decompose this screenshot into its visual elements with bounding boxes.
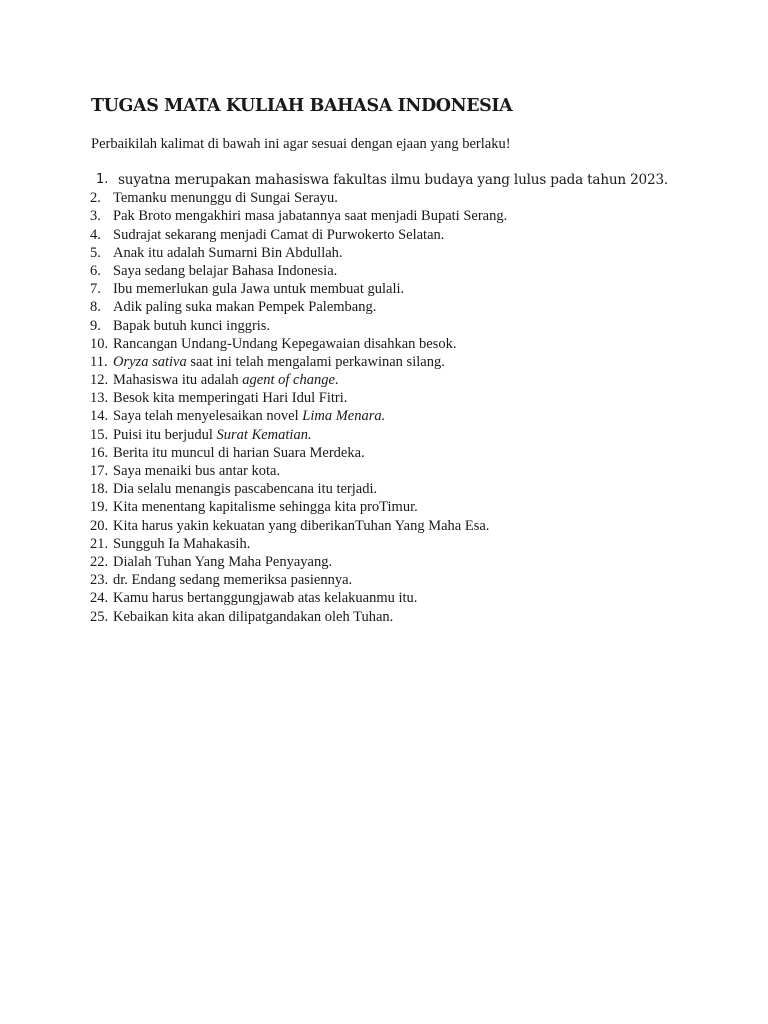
question-text [113,608,393,626]
question-number: 8. [90,299,101,316]
question-number: 6. [90,262,101,279]
question-text-segment: Mahasiswa itu adalah [113,372,243,389]
question-text [113,262,337,280]
question-item [0,298,768,316]
question-number: 1. [96,172,109,187]
question-item [0,189,768,207]
question-item [0,444,768,462]
question-text [113,280,404,298]
question-number: 25. [90,608,109,625]
question-number: 5. [90,244,101,261]
question-number: 4. [90,226,101,243]
question-item [0,244,768,262]
question-item [0,462,768,480]
question-number: 23. [90,572,109,589]
question-text [118,171,668,189]
question-number: 22. [90,553,109,570]
question-text-segment: Dia selalu menangis pascabencana itu terjadi. [113,481,378,498]
question-item [0,480,768,498]
question-number: 13. [90,390,109,407]
question-number: 21. [90,535,109,552]
question-item [0,517,768,535]
question-text-segment: saat ini telah mengalami perkawinan silang. [186,353,445,370]
question-text [113,517,489,535]
question-item [0,426,768,444]
question-text-segment: suyatna merupakan mahasiswa fakultas ilmu budaya yang lulus pada tahun 2023. [118,172,669,188]
question-item [0,571,768,589]
question-text-segment: Temanku menunggu di Sungai Serayu. [113,190,338,207]
question-item [0,389,768,407]
question-text-segment: Kebaikan kita akan dilipatgandakan oleh Tuhan. [113,608,394,625]
question-number: 2. [90,190,101,207]
question-text [113,480,377,498]
question-number: 20. [90,517,109,534]
question-number: 18. [90,481,109,498]
question-text-segment: Kita harus yakin kekuatan yang diberikanTuhan Yang Maha Esa. [113,517,490,534]
question-item [0,353,768,371]
question-text [113,444,365,462]
question-text [113,353,445,371]
italic-term: Lima Menara. [302,408,386,425]
question-item [0,407,768,425]
question-text [113,407,385,425]
italic-term: Surat Kematian. [216,426,312,443]
question-text [113,298,376,316]
question-number: 24. [90,590,109,607]
question-item [0,262,768,280]
question-text [113,189,338,207]
question-text-segment: Besok kita memperingati Hari Idul Fitri. [113,390,348,407]
question-item [0,207,768,225]
question-text-segment: Kita menentang kapitalisme sehingga kita proTimur. [113,499,418,516]
question-text [113,207,507,225]
question-text-segment: Rancangan Undang-Undang Kepegawaian disahkan besok. [113,335,457,352]
question-number: 12. [90,372,109,389]
question-text [113,553,332,571]
question-text [113,426,312,444]
question-text [113,589,417,607]
question-list [0,171,768,626]
question-text-segment: Saya menaiki bus antar kota. [113,463,281,479]
question-text [113,226,444,244]
question-text-segment: dr. Endang sedang memeriksa pasiennya. [113,572,353,589]
question-number: 19. [90,499,109,516]
question-number: 7. [90,281,101,298]
question-text-segment: Saya telah menyelesaikan novel [113,408,303,425]
question-text-segment: Bapak butuh kunci inggris. [113,317,271,334]
question-item [0,371,768,389]
italic-term: agent of change [242,372,335,389]
question-item [0,498,768,516]
question-text [113,335,456,353]
question-number: 17. [90,463,109,479]
question-text-segment: Sungguh Ia Mahakasih. [113,535,251,552]
question-text [113,244,343,262]
question-item [0,335,768,353]
question-text-segment: Adik paling suka makan Pempek Palembang. [113,299,377,316]
question-number: 16. [90,444,109,461]
instruction-text: Perbaikilah kalimat di bawah ini agar sesuai dengan ejaan yang berlaku! [91,136,511,152]
italic-term: Oryza sativa [113,353,187,370]
question-text-segment: Kamu harus bertanggungjawab atas kelakuanmu itu. [113,590,418,607]
question-item [0,280,768,298]
question-item [0,226,768,244]
question-number: 10. [90,335,109,352]
document-title: TUGAS MATA KULIAH BAHASA INDONESIA [91,96,513,116]
question-text-segment: . [334,372,339,389]
question-text-segment: Ibu memerlukan gula Jawa untuk membuat gulali. [113,281,405,298]
question-text-segment: Sudrajat sekarang menjadi Camat di Purwokerto Selatan. [113,226,445,243]
question-text [113,571,352,589]
question-item [0,589,768,607]
question-text [113,535,250,553]
question-text-segment: Berita itu muncul di harian Suara Merdeka. [113,444,365,461]
question-item [0,317,768,335]
question-item [0,553,768,571]
question-text-segment: Anak itu adalah Sumarni Bin Abdullah. [113,244,343,261]
question-text-segment: Saya sedang belajar Bahasa Indonesia. [113,262,338,279]
question-number: 9. [90,317,101,334]
question-number: 14. [90,408,109,425]
question-number: 11. [90,353,108,370]
question-number: 15. [90,426,109,443]
question-item [0,171,768,189]
question-text-segment: Dialah Tuhan Yang Maha Penyayang. [113,553,333,570]
question-text [113,498,418,516]
question-item [0,535,768,553]
question-item [0,608,768,626]
question-text [113,389,347,407]
question-text [113,462,280,480]
question-text [113,317,270,335]
question-text [113,371,339,389]
question-number: 3. [90,208,101,225]
question-text-segment: Pak Broto mengakhiri masa jabatannya saat menjadi Bupati Serang. [113,208,508,225]
question-text-segment: Puisi itu berjudul [113,426,217,443]
